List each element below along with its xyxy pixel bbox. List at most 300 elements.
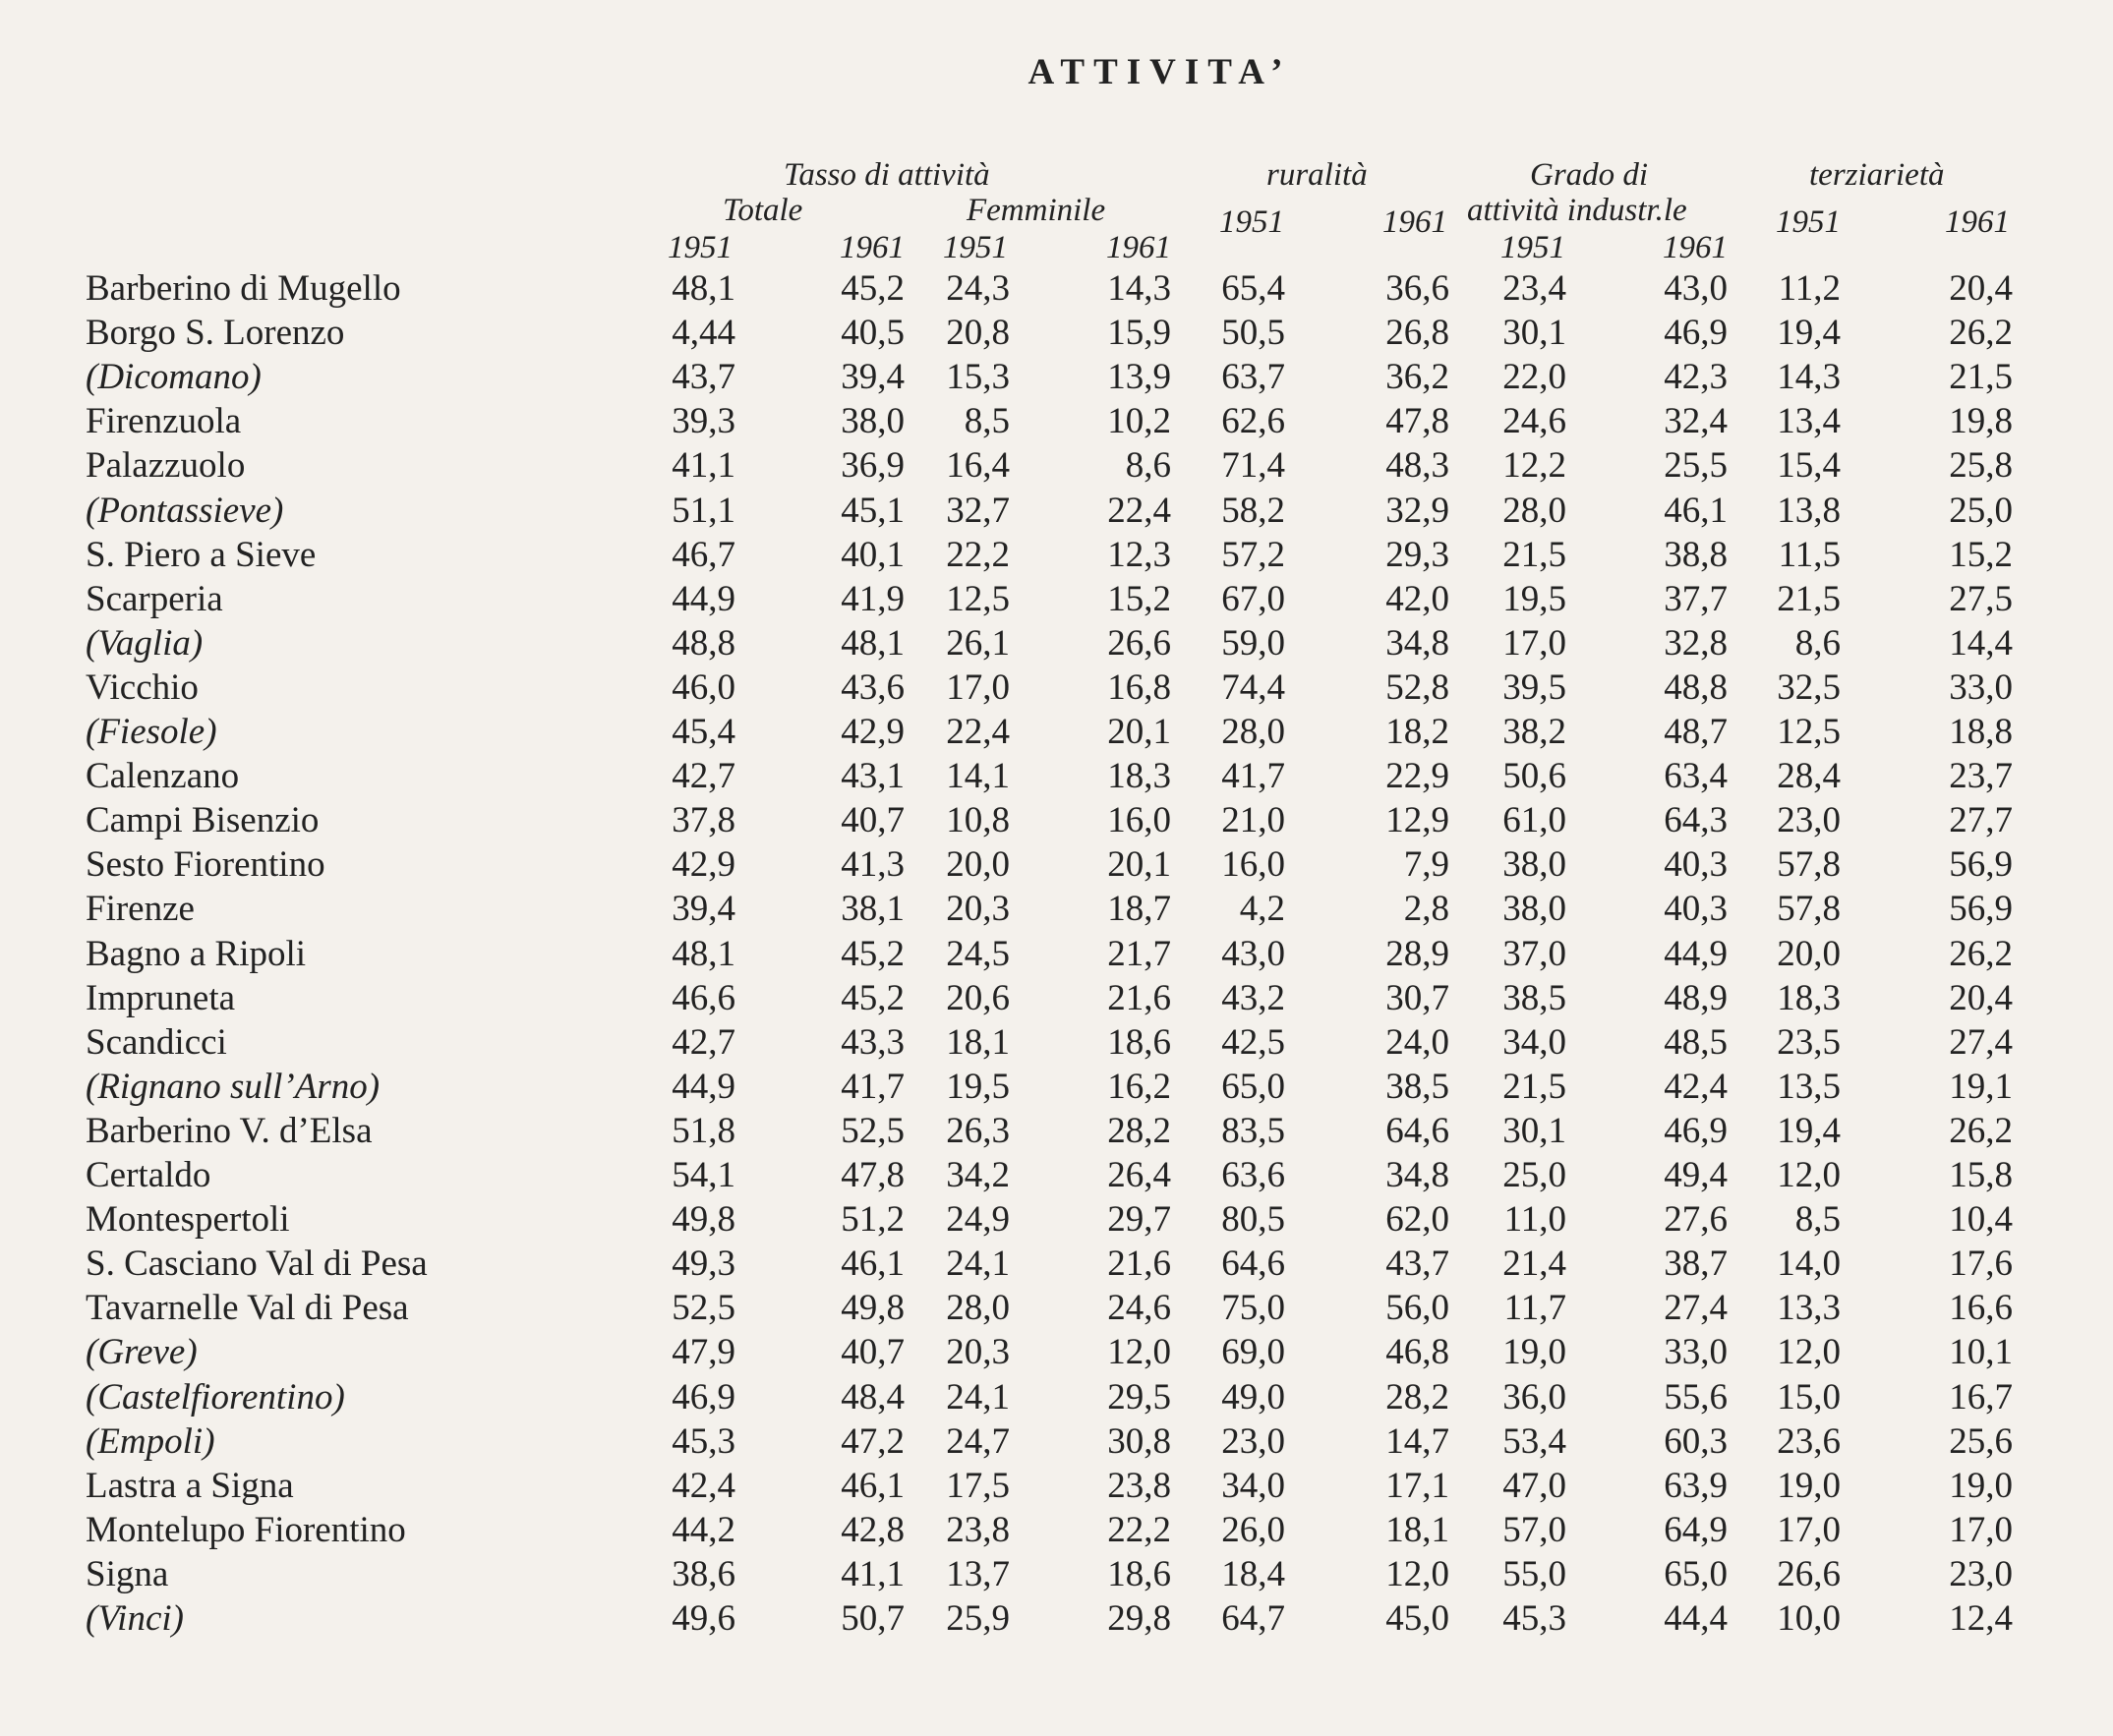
- cell-terziarieta-1951: 32,5: [1777, 667, 1841, 708]
- cell-ruralita-1951: 43,2: [1221, 978, 1285, 1018]
- table-row: [0, 444, 2113, 488]
- cell-femminile-1961: 10,2: [1107, 401, 1171, 441]
- header-year-industriale-1951: 1951: [1500, 230, 1565, 265]
- cell-femminile-1961: 26,6: [1107, 623, 1171, 664]
- cell-industriale-1951: 11,7: [1503, 1288, 1566, 1328]
- cell-ruralita-1951: 75,0: [1221, 1288, 1285, 1328]
- cell-industriale-1951: 11,0: [1503, 1199, 1566, 1240]
- cell-totale-1951: 42,7: [672, 1022, 735, 1063]
- municipality-name: S. Casciano Val di Pesa: [86, 1244, 428, 1284]
- table-row: [0, 888, 2113, 931]
- cell-totale-1961: 43,6: [841, 667, 905, 708]
- header-totale: Totale: [723, 193, 803, 228]
- municipality-name: (Fiesole): [86, 712, 217, 752]
- cell-industriale-1961: 46,9: [1664, 313, 1728, 353]
- cell-totale-1961: 41,1: [841, 1554, 905, 1594]
- municipality-name: Montespertoli: [86, 1199, 290, 1240]
- cell-femminile-1961: 14,3: [1107, 268, 1171, 309]
- cell-femminile-1951: 20,8: [946, 313, 1010, 353]
- cell-ruralita-1951: 64,6: [1221, 1244, 1285, 1284]
- cell-femminile-1961: 18,7: [1107, 889, 1171, 929]
- cell-industriale-1961: 32,4: [1664, 401, 1728, 441]
- page-title: ATTIVITA’: [1027, 52, 1292, 92]
- cell-ruralita-1961: 28,2: [1385, 1377, 1449, 1418]
- cell-totale-1951: 44,9: [672, 1067, 735, 1107]
- cell-totale-1951: 42,9: [672, 844, 735, 885]
- cell-femminile-1961: 21,6: [1107, 978, 1171, 1018]
- cell-totale-1961: 50,7: [841, 1598, 905, 1639]
- cell-totale-1961: 40,7: [841, 1332, 905, 1372]
- cell-ruralita-1961: 34,8: [1385, 623, 1449, 664]
- municipality-name: Barberino V. d’Elsa: [86, 1111, 373, 1151]
- cell-industriale-1961: 32,8: [1664, 623, 1728, 664]
- cell-ruralita-1961: 43,7: [1385, 1244, 1449, 1284]
- cell-femminile-1951: 14,1: [946, 756, 1010, 796]
- cell-industriale-1951: 55,0: [1502, 1554, 1566, 1594]
- cell-femminile-1961: 15,2: [1107, 579, 1171, 619]
- cell-totale-1961: 45,2: [841, 268, 905, 309]
- cell-industriale-1951: 47,0: [1502, 1466, 1566, 1506]
- cell-industriale-1951: 50,6: [1502, 756, 1566, 796]
- cell-femminile-1961: 30,8: [1107, 1421, 1171, 1462]
- cell-ruralita-1961: 42,0: [1385, 579, 1449, 619]
- cell-femminile-1961: 18,6: [1107, 1554, 1171, 1594]
- cell-industriale-1961: 37,7: [1664, 579, 1728, 619]
- cell-industriale-1961: 27,4: [1664, 1288, 1728, 1328]
- table-row: [0, 1243, 2113, 1286]
- cell-terziarieta-1961: 10,4: [1949, 1199, 2013, 1240]
- cell-totale-1951: 46,7: [672, 535, 735, 575]
- table-row: [0, 1509, 2113, 1552]
- cell-ruralita-1951: 4,2: [1239, 889, 1285, 929]
- cell-ruralita-1951: 50,5: [1221, 313, 1285, 353]
- cell-industriale-1951: 38,2: [1502, 712, 1566, 752]
- cell-terziarieta-1961: 10,1: [1949, 1332, 2013, 1372]
- cell-femminile-1951: 10,8: [946, 800, 1010, 840]
- municipality-name: Certaldo: [86, 1155, 211, 1195]
- cell-industriale-1951: 45,3: [1502, 1598, 1566, 1639]
- cell-ruralita-1951: 57,2: [1221, 535, 1285, 575]
- cell-terziarieta-1961: 25,8: [1949, 445, 2013, 486]
- cell-femminile-1951: 17,0: [946, 667, 1010, 708]
- table-row: [0, 933, 2113, 976]
- cell-industriale-1961: 46,9: [1664, 1111, 1728, 1151]
- cell-totale-1951: 54,1: [672, 1155, 735, 1195]
- cell-ruralita-1961: 28,9: [1385, 934, 1449, 974]
- cell-ruralita-1961: 56,0: [1385, 1288, 1449, 1328]
- cell-femminile-1951: 18,1: [946, 1022, 1010, 1063]
- cell-terziarieta-1951: 14,0: [1777, 1244, 1841, 1284]
- cell-ruralita-1961: 17,1: [1385, 1466, 1449, 1506]
- cell-industriale-1951: 19,0: [1502, 1332, 1566, 1372]
- cell-totale-1951: 51,8: [672, 1111, 735, 1151]
- cell-totale-1961: 46,1: [841, 1466, 905, 1506]
- cell-ruralita-1961: 26,8: [1385, 313, 1449, 353]
- cell-terziarieta-1961: 18,8: [1949, 712, 2013, 752]
- cell-terziarieta-1961: 27,7: [1949, 800, 2013, 840]
- cell-terziarieta-1961: 19,8: [1949, 401, 2013, 441]
- cell-totale-1951: 42,7: [672, 756, 735, 796]
- municipality-name: (Dicomano): [86, 357, 262, 397]
- cell-ruralita-1961: 34,8: [1385, 1155, 1449, 1195]
- cell-ruralita-1951: 42,5: [1221, 1022, 1285, 1063]
- cell-totale-1961: 38,0: [841, 401, 905, 441]
- municipality-name: Signa: [86, 1554, 169, 1594]
- cell-terziarieta-1961: 26,2: [1949, 313, 2013, 353]
- cell-totale-1951: 44,2: [672, 1510, 735, 1550]
- header-tasso-di-attivita: Tasso di attività: [784, 157, 990, 193]
- cell-industriale-1961: 42,3: [1664, 357, 1728, 397]
- cell-femminile-1961: 12,0: [1107, 1332, 1171, 1372]
- cell-totale-1951: 44,9: [672, 579, 735, 619]
- cell-ruralita-1961: 38,5: [1385, 1067, 1449, 1107]
- cell-ruralita-1951: 16,0: [1221, 844, 1285, 885]
- cell-terziarieta-1961: 14,4: [1949, 623, 2013, 664]
- cell-femminile-1961: 28,2: [1107, 1111, 1171, 1151]
- table-row: [0, 1110, 2113, 1153]
- table-row: [0, 622, 2113, 665]
- cell-femminile-1961: 22,2: [1107, 1510, 1171, 1550]
- cell-totale-1961: 51,2: [841, 1199, 905, 1240]
- cell-ruralita-1951: 74,4: [1221, 667, 1285, 708]
- municipality-name: Sesto Fiorentino: [86, 844, 325, 885]
- header-year-terziarieta-1961: 1961: [1945, 204, 2010, 240]
- cell-industriale-1951: 19,5: [1502, 579, 1566, 619]
- cell-industriale-1961: 65,0: [1664, 1554, 1728, 1594]
- cell-femminile-1961: 8,6: [1125, 445, 1171, 486]
- municipality-name: Firenzuola: [86, 401, 242, 441]
- municipality-name: Scandicci: [86, 1022, 227, 1063]
- cell-ruralita-1961: 62,0: [1385, 1199, 1449, 1240]
- header-femminile: Femminile: [967, 193, 1106, 228]
- cell-femminile-1951: 34,2: [946, 1155, 1010, 1195]
- municipality-name: Montelupo Fiorentino: [86, 1510, 406, 1550]
- cell-femminile-1961: 23,8: [1107, 1466, 1171, 1506]
- cell-terziarieta-1961: 19,1: [1949, 1067, 2013, 1107]
- cell-ruralita-1961: 52,8: [1385, 667, 1449, 708]
- cell-femminile-1961: 16,0: [1107, 800, 1171, 840]
- cell-terziarieta-1961: 56,9: [1949, 889, 2013, 929]
- cell-femminile-1951: 20,3: [946, 1332, 1010, 1372]
- cell-totale-1961: 42,8: [841, 1510, 905, 1550]
- cell-industriale-1961: 64,9: [1664, 1510, 1728, 1550]
- header-year-ruralita-1951: 1951: [1219, 204, 1284, 240]
- cell-ruralita-1951: 28,0: [1221, 712, 1285, 752]
- cell-femminile-1961: 20,1: [1107, 844, 1171, 885]
- cell-industriale-1961: 33,0: [1664, 1332, 1728, 1372]
- cell-terziarieta-1961: 26,2: [1949, 934, 2013, 974]
- cell-totale-1961: 48,1: [841, 623, 905, 664]
- table-row: [0, 1021, 2113, 1065]
- cell-ruralita-1951: 64,7: [1221, 1598, 1285, 1639]
- cell-industriale-1951: 12,2: [1502, 445, 1566, 486]
- cell-terziarieta-1951: 28,4: [1777, 756, 1841, 796]
- cell-ruralita-1951: 65,0: [1221, 1067, 1285, 1107]
- cell-terziarieta-1961: 23,7: [1949, 756, 2013, 796]
- cell-totale-1961: 38,1: [841, 889, 905, 929]
- municipality-name: (Empoli): [86, 1421, 215, 1462]
- cell-totale-1961: 46,1: [841, 1244, 905, 1284]
- table-row: [0, 843, 2113, 887]
- cell-ruralita-1951: 41,7: [1221, 756, 1285, 796]
- table-row: [0, 1287, 2113, 1330]
- cell-femminile-1951: 12,5: [946, 579, 1010, 619]
- cell-ruralita-1961: 36,2: [1385, 357, 1449, 397]
- cell-femminile-1961: 29,8: [1107, 1598, 1171, 1639]
- cell-industriale-1961: 40,3: [1664, 844, 1728, 885]
- cell-femminile-1961: 26,4: [1107, 1155, 1171, 1195]
- cell-terziarieta-1961: 20,4: [1949, 978, 2013, 1018]
- cell-ruralita-1961: 36,6: [1385, 268, 1449, 309]
- table-row: [0, 1198, 2113, 1242]
- cell-terziarieta-1961: 26,2: [1949, 1111, 2013, 1151]
- cell-totale-1951: 48,8: [672, 623, 735, 664]
- cell-femminile-1961: 12,3: [1107, 535, 1171, 575]
- table-row: [0, 977, 2113, 1020]
- cell-ruralita-1961: 48,3: [1385, 445, 1449, 486]
- municipality-name: Campi Bisenzio: [86, 800, 320, 840]
- table-row: [0, 534, 2113, 577]
- municipality-name: Borgo S. Lorenzo: [86, 313, 345, 353]
- cell-totale-1961: 41,9: [841, 579, 905, 619]
- cell-industriale-1961: 55,6: [1664, 1377, 1728, 1418]
- cell-industriale-1961: 48,8: [1664, 667, 1728, 708]
- cell-terziarieta-1951: 20,0: [1777, 934, 1841, 974]
- cell-terziarieta-1951: 23,5: [1777, 1022, 1841, 1063]
- cell-totale-1951: 45,3: [672, 1421, 735, 1462]
- cell-ruralita-1951: 63,7: [1221, 357, 1285, 397]
- cell-terziarieta-1961: 19,0: [1949, 1466, 2013, 1506]
- header-year-ruralita-1961: 1961: [1382, 204, 1447, 240]
- municipality-name: Tavarnelle Val di Pesa: [86, 1288, 409, 1328]
- cell-terziarieta-1951: 8,5: [1794, 1199, 1841, 1240]
- cell-ruralita-1961: 14,7: [1385, 1421, 1449, 1462]
- cell-terziarieta-1951: 12,0: [1777, 1332, 1841, 1372]
- cell-totale-1951: 48,1: [672, 268, 735, 309]
- cell-terziarieta-1961: 20,4: [1949, 268, 2013, 309]
- cell-femminile-1951: 24,5: [946, 934, 1010, 974]
- cell-ruralita-1961: 32,9: [1385, 491, 1449, 531]
- municipality-name: (Rignano sull’Arno): [86, 1067, 381, 1107]
- cell-ruralita-1951: 59,0: [1221, 623, 1285, 664]
- cell-totale-1951: 46,0: [672, 667, 735, 708]
- cell-terziarieta-1961: 25,6: [1949, 1421, 2013, 1462]
- cell-femminile-1961: 16,8: [1107, 667, 1171, 708]
- cell-ruralita-1961: 64,6: [1385, 1111, 1449, 1151]
- cell-industriale-1961: 42,4: [1664, 1067, 1728, 1107]
- cell-terziarieta-1961: 23,0: [1949, 1554, 2013, 1594]
- cell-femminile-1951: 16,4: [946, 445, 1010, 486]
- cell-terziarieta-1951: 19,4: [1777, 313, 1841, 353]
- cell-femminile-1961: 29,7: [1107, 1199, 1171, 1240]
- table-row: [0, 312, 2113, 355]
- cell-industriale-1951: 39,5: [1502, 667, 1566, 708]
- cell-terziarieta-1961: 25,0: [1949, 491, 2013, 531]
- municipality-name: (Pontassieve): [86, 491, 284, 531]
- municipality-name: Impruneta: [86, 978, 236, 1018]
- cell-industriale-1951: 21,5: [1502, 1067, 1566, 1107]
- cell-totale-1951: 47,9: [672, 1332, 735, 1372]
- cell-totale-1951: 4,44: [672, 313, 735, 353]
- header-year-femminile-1961: 1961: [1106, 230, 1171, 265]
- cell-femminile-1961: 16,2: [1107, 1067, 1171, 1107]
- cell-industriale-1951: 37,0: [1502, 934, 1566, 974]
- cell-femminile-1951: 24,3: [946, 268, 1010, 309]
- table-row: [0, 1066, 2113, 1109]
- cell-femminile-1951: 23,8: [946, 1510, 1010, 1550]
- cell-terziarieta-1951: 17,0: [1777, 1510, 1841, 1550]
- cell-terziarieta-1951: 11,5: [1778, 535, 1841, 575]
- table-row: [0, 1465, 2113, 1508]
- cell-totale-1961: 48,4: [841, 1377, 905, 1418]
- cell-industriale-1961: 46,1: [1664, 491, 1728, 531]
- cell-industriale-1951: 34,0: [1502, 1022, 1566, 1063]
- table-row: [0, 356, 2113, 399]
- municipality-name: Palazzuolo: [86, 445, 246, 486]
- cell-industriale-1951: 36,0: [1502, 1377, 1566, 1418]
- cell-totale-1961: 45,2: [841, 934, 905, 974]
- municipality-name: Calenzano: [86, 756, 240, 796]
- cell-femminile-1951: 24,7: [946, 1421, 1010, 1462]
- table-row: [0, 799, 2113, 842]
- cell-industriale-1961: 25,5: [1664, 445, 1728, 486]
- cell-femminile-1961: 13,9: [1107, 357, 1171, 397]
- cell-totale-1951: 38,6: [672, 1554, 735, 1594]
- cell-industriale-1951: 21,4: [1502, 1244, 1566, 1284]
- cell-femminile-1961: 29,5: [1107, 1377, 1171, 1418]
- cell-femminile-1951: 8,5: [964, 401, 1010, 441]
- cell-totale-1961: 40,7: [841, 800, 905, 840]
- cell-industriale-1961: 64,3: [1664, 800, 1728, 840]
- cell-industriale-1951: 57,0: [1502, 1510, 1566, 1550]
- cell-totale-1961: 45,2: [841, 978, 905, 1018]
- cell-terziarieta-1951: 23,6: [1777, 1421, 1841, 1462]
- cell-terziarieta-1951: 10,0: [1777, 1598, 1841, 1639]
- cell-totale-1951: 48,1: [672, 934, 735, 974]
- table-row: [0, 400, 2113, 443]
- cell-femminile-1951: 24,9: [946, 1199, 1010, 1240]
- cell-ruralita-1951: 71,4: [1221, 445, 1285, 486]
- cell-femminile-1961: 20,1: [1107, 712, 1171, 752]
- table-row: [0, 1597, 2113, 1641]
- cell-ruralita-1951: 67,0: [1221, 579, 1285, 619]
- cell-terziarieta-1951: 11,2: [1778, 268, 1841, 309]
- cell-terziarieta-1951: 19,4: [1777, 1111, 1841, 1151]
- cell-femminile-1951: 25,9: [946, 1598, 1010, 1639]
- cell-industriale-1951: 22,0: [1502, 357, 1566, 397]
- municipality-name: Vicchio: [86, 667, 199, 708]
- table-row: [0, 490, 2113, 533]
- cell-industriale-1961: 38,8: [1664, 535, 1728, 575]
- cell-totale-1961: 47,2: [841, 1421, 905, 1462]
- cell-terziarieta-1951: 15,4: [1777, 445, 1841, 486]
- cell-totale-1951: 37,8: [672, 800, 735, 840]
- cell-ruralita-1961: 30,7: [1385, 978, 1449, 1018]
- cell-terziarieta-1951: 26,6: [1777, 1554, 1841, 1594]
- cell-terziarieta-1951: 57,8: [1777, 889, 1841, 929]
- cell-femminile-1961: 18,6: [1107, 1022, 1171, 1063]
- cell-totale-1951: 46,6: [672, 978, 735, 1018]
- header-terziarieta: terziarietà: [1809, 157, 1945, 193]
- cell-ruralita-1951: 23,0: [1221, 1421, 1285, 1462]
- cell-ruralita-1961: 45,0: [1385, 1598, 1449, 1639]
- cell-industriale-1951: 38,0: [1502, 844, 1566, 885]
- municipality-name: (Castelfiorentino): [86, 1377, 345, 1418]
- cell-totale-1951: 49,6: [672, 1598, 735, 1639]
- cell-industriale-1951: 24,6: [1502, 401, 1566, 441]
- cell-terziarieta-1951: 13,4: [1777, 401, 1841, 441]
- table-row: [0, 1331, 2113, 1374]
- cell-totale-1961: 41,3: [841, 844, 905, 885]
- cell-industriale-1951: 53,4: [1502, 1421, 1566, 1462]
- cell-ruralita-1961: 2,8: [1403, 889, 1449, 929]
- cell-ruralita-1961: 29,3: [1385, 535, 1449, 575]
- cell-industriale-1951: 21,5: [1502, 535, 1566, 575]
- cell-totale-1961: 49,8: [841, 1288, 905, 1328]
- cell-ruralita-1961: 18,1: [1385, 1510, 1449, 1550]
- cell-totale-1951: 39,4: [672, 889, 735, 929]
- cell-ruralita-1961: 22,9: [1385, 756, 1449, 796]
- cell-totale-1951: 51,1: [672, 491, 735, 531]
- cell-terziarieta-1951: 12,5: [1777, 712, 1841, 752]
- cell-ruralita-1961: 24,0: [1385, 1022, 1449, 1063]
- cell-totale-1961: 39,4: [841, 357, 905, 397]
- cell-industriale-1951: 17,0: [1502, 623, 1566, 664]
- cell-terziarieta-1951: 21,5: [1777, 579, 1841, 619]
- table-row: [0, 1376, 2113, 1419]
- cell-totale-1951: 42,4: [672, 1466, 735, 1506]
- table-row: [0, 1154, 2113, 1197]
- cell-totale-1951: 43,7: [672, 357, 735, 397]
- cell-totale-1961: 47,8: [841, 1155, 905, 1195]
- header-year-totale-1951: 1951: [668, 230, 733, 265]
- municipality-name: S. Piero a Sieve: [86, 535, 317, 575]
- cell-terziarieta-1961: 27,4: [1949, 1022, 2013, 1063]
- cell-industriale-1961: 63,9: [1664, 1466, 1728, 1506]
- cell-totale-1951: 49,3: [672, 1244, 735, 1284]
- header-year-terziarieta-1951: 1951: [1776, 204, 1841, 240]
- cell-femminile-1951: 17,5: [946, 1466, 1010, 1506]
- cell-totale-1961: 45,1: [841, 491, 905, 531]
- cell-femminile-1961: 18,3: [1107, 756, 1171, 796]
- cell-industriale-1951: 30,1: [1502, 1111, 1566, 1151]
- header-year-totale-1961: 1961: [840, 230, 905, 265]
- municipality-name: Firenze: [86, 889, 195, 929]
- table-row: [0, 578, 2113, 621]
- cell-ruralita-1951: 18,4: [1221, 1554, 1285, 1594]
- table-row: [0, 711, 2113, 754]
- cell-terziarieta-1951: 13,5: [1777, 1067, 1841, 1107]
- cell-ruralita-1961: 12,9: [1385, 800, 1449, 840]
- cell-industriale-1961: 40,3: [1664, 889, 1728, 929]
- cell-femminile-1951: 26,3: [946, 1111, 1010, 1151]
- cell-ruralita-1951: 65,4: [1221, 268, 1285, 309]
- cell-terziarieta-1951: 23,0: [1777, 800, 1841, 840]
- municipality-name: Bagno a Ripoli: [86, 934, 307, 974]
- cell-totale-1961: 41,7: [841, 1067, 905, 1107]
- cell-totale-1961: 36,9: [841, 445, 905, 486]
- cell-industriale-1951: 38,5: [1502, 978, 1566, 1018]
- cell-ruralita-1951: 58,2: [1221, 491, 1285, 531]
- cell-femminile-1961: 24,6: [1107, 1288, 1171, 1328]
- cell-terziarieta-1961: 12,4: [1949, 1598, 2013, 1639]
- cell-totale-1961: 52,5: [841, 1111, 905, 1151]
- cell-ruralita-1951: 62,6: [1221, 401, 1285, 441]
- cell-industriale-1951: 30,1: [1502, 313, 1566, 353]
- cell-femminile-1951: 24,1: [946, 1244, 1010, 1284]
- table-row: [0, 267, 2113, 311]
- cell-totale-1951: 41,1: [672, 445, 735, 486]
